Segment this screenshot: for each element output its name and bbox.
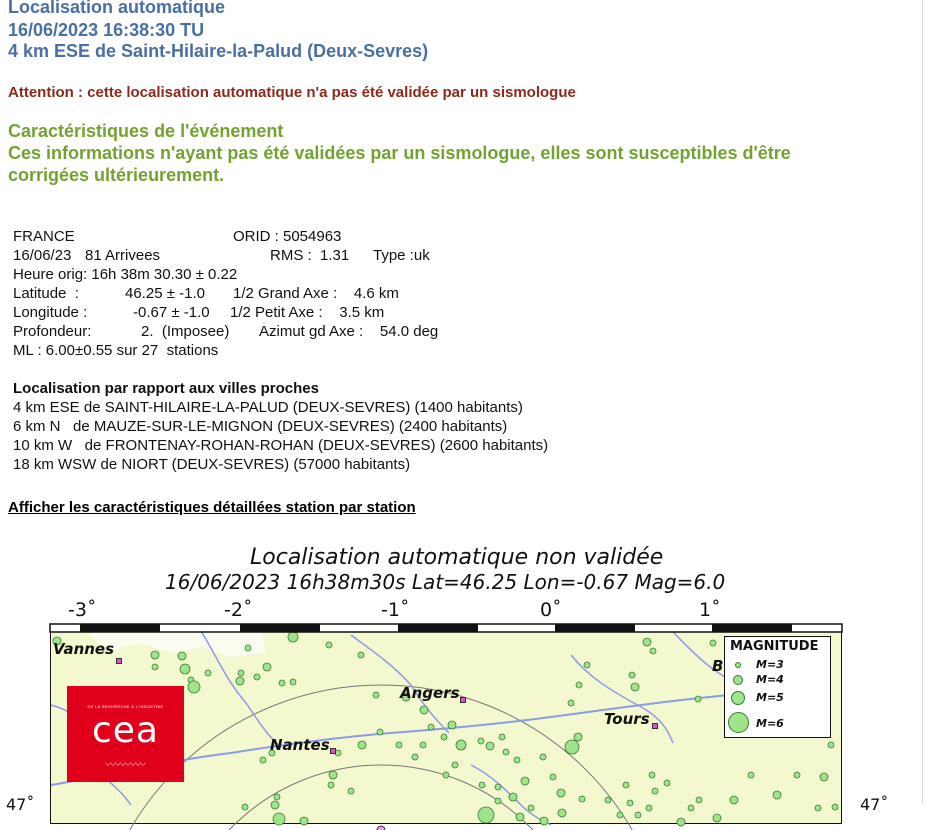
- city-marker: [652, 723, 658, 729]
- logo-text: cea: [91, 710, 159, 751]
- city-label-partial: B: [712, 657, 724, 675]
- grand-axe: 1/2 Grand Axe : 4.6 km: [233, 285, 399, 302]
- rms: RMS : 1.31: [270, 247, 350, 264]
- nearby-city: 4 km ESE de SAINT-HILAIRE-LA-PALUD (DEUX-SEVRES) (1400 habitants): [13, 399, 523, 416]
- city-label-nantes: Nantes: [270, 736, 330, 754]
- characteristics-heading: Caractéristiques de l'événement: [8, 121, 284, 141]
- azimut: Azimut gd Axe : 54.0 deg: [259, 323, 439, 340]
- latitude-label: Latitude :: [13, 285, 79, 302]
- city-label-vannes: Vannes: [53, 640, 115, 658]
- city-marker: [330, 748, 336, 754]
- legend-dot-m6: [728, 712, 749, 733]
- legend-label: M=5: [756, 691, 784, 704]
- legend-label: M=4: [756, 673, 784, 686]
- nearby-city: 10 km W de FRONTENAY-ROHAN-ROHAN (DEUX-SEVRES) (2600 habitants): [13, 437, 549, 454]
- city-label-angers: Angers: [400, 684, 460, 702]
- event-date: 16/06/23: [13, 247, 72, 264]
- characteristics-note: Ces informations n'ayant pas été validées par un sismologue, elles sont susceptibles d'être: [8, 143, 791, 163]
- legend-label: M=6: [756, 717, 784, 730]
- nearby-city: 6 km N de MAUZE-SUR-LE-MIGNON (DEUX-SEVRES) (2400 habitants): [13, 418, 508, 435]
- lon-label: -2˚: [224, 599, 253, 621]
- legend-dot-m5: [731, 691, 745, 705]
- arrivals: 81 Arrivees: [85, 247, 161, 264]
- legend-dot-m4: [733, 675, 743, 685]
- city-marker: [116, 658, 122, 664]
- station-details-link[interactable]: Afficher les caractéristiques détaillées station par station: [8, 499, 416, 516]
- map-subtitle: 16/06/2023 16h38m30s Lat=46.25 Lon=-0.67 Mag=6.0: [165, 570, 726, 594]
- lon-label: 1˚: [699, 599, 721, 621]
- orid: ORID : 5054963: [233, 228, 342, 245]
- petit-axe: 1/2 Petit Axe : 3.5 km: [230, 304, 385, 321]
- event-datetime: 16/06/2023 16:38:30 TU: [8, 20, 205, 40]
- detail-line-region: [13, 227, 342, 246]
- lon-label: 0˚: [540, 599, 562, 621]
- detail-line-depth: [13, 322, 439, 341]
- lon-label: -1˚: [381, 599, 410, 621]
- lat-label: 47˚: [860, 795, 889, 814]
- epicenter-map: [0, 540, 926, 814]
- region: FRANCE: [13, 228, 75, 245]
- nearby-city: 18 km WSW de NIORT (DEUX-SEVRES) (57000 habitants): [13, 456, 411, 473]
- event-type: Type :uk: [373, 247, 430, 264]
- page-title: Localisation automatique: [8, 0, 226, 17]
- cea-logo: [67, 686, 184, 782]
- magnitude-summary: ML : 6.00±0.55 sur 27 stations: [13, 342, 219, 359]
- city-label-tours: Tours: [604, 710, 650, 728]
- legend-label: M=3: [756, 658, 784, 671]
- legend-dot-m3: [735, 662, 741, 668]
- river: [351, 635, 411, 685]
- latitude-value: 46.25 ± -1.0: [125, 285, 205, 302]
- distance-circle: [171, 765, 591, 830]
- detail-line-longitude: [13, 303, 385, 322]
- logo-wave-icon: 〰〰〰〰: [105, 760, 146, 771]
- characteristics-note-line2: corrigées ultérieurement.: [8, 165, 225, 185]
- validation-warning: Attention : cette localisation automatique n'a pas été validée par un sismologue: [8, 84, 576, 101]
- magnitude-legend: [724, 636, 831, 738]
- detail-line-latitude: [13, 284, 399, 303]
- lon-label: -3˚: [68, 599, 97, 621]
- longitude-value: -0.67 ± -1.0: [133, 304, 210, 321]
- event-location: 4 km ESE de Saint-Hilaire-la-Palud (Deux-Sevres): [8, 41, 429, 61]
- origin-time: Heure orig: 16h 38m 30.30 ± 0.22: [13, 266, 238, 283]
- nearby-heading: Localisation par rapport aux villes proches: [13, 380, 319, 397]
- longitude-label: Longitude :: [13, 304, 88, 321]
- map-frame-ticks: [50, 624, 842, 632]
- lat-label: 47˚: [6, 795, 35, 814]
- detail-line-date: [13, 246, 430, 265]
- map-title: Localisation automatique non validée: [250, 545, 664, 570]
- depth-value: 2. (Imposee): [141, 323, 230, 340]
- city-marker: [460, 697, 466, 703]
- epicenter-marker: [377, 826, 385, 830]
- depth-label: Profondeur:: [13, 323, 92, 340]
- legend-title: MAGNITUDE: [730, 639, 819, 654]
- logo-subtext: DE LA RECHERCHE À L'INDUSTRIE: [87, 704, 164, 709]
